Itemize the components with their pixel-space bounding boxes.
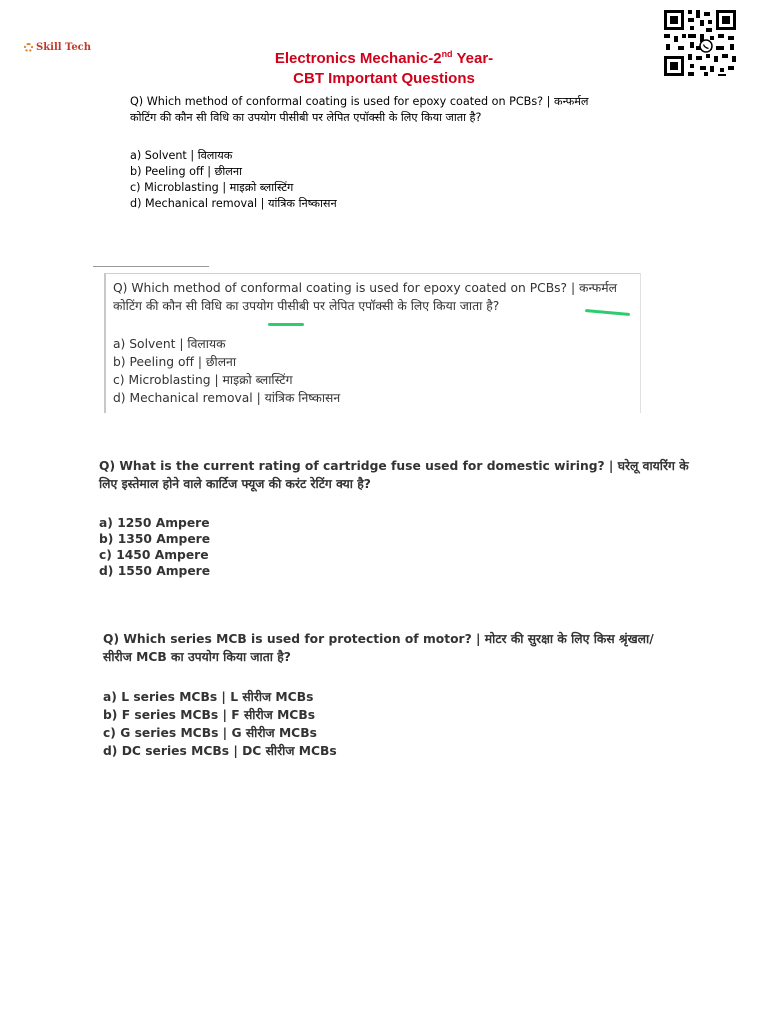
question-4 — [103, 630, 654, 760]
logo-text: Skill Tech — [36, 42, 92, 53]
question-1 — [130, 94, 589, 212]
option-b: b) 1350 Ampere — [99, 532, 211, 546]
option-c: c) Microblasting | माइक्रो ब्लास्टिंग — [130, 181, 294, 194]
option-c: c) Microblasting | माइक्रो ब्लास्टिंग — [113, 373, 293, 387]
options-list — [99, 515, 689, 579]
option-d: d) Mechanical removal | यांत्रिक निष्कासन — [113, 391, 341, 405]
option-d: d) DC series MCBs | DC सीरीज MCBs — [103, 744, 337, 758]
header-title-line2: CBT Important Questions — [293, 70, 475, 87]
highlight-underline-mark — [268, 323, 304, 326]
options-list — [103, 688, 654, 760]
option-c: c) 1450 Ampere — [99, 548, 209, 562]
page-header — [0, 44, 768, 89]
option-a: a) L series MCBs | L सीरीज MCBs — [103, 690, 314, 704]
frame-top-edge — [106, 273, 640, 274]
option-d: d) 1550 Ampere — [99, 564, 211, 578]
question-3 — [99, 457, 689, 579]
option-b: b) Peeling off | छीलना — [130, 165, 242, 178]
option-c: c) G series MCBs | G सीरीज MCBs — [103, 726, 317, 740]
question-stem: Q) Which series MCB is used for protection of motor? | मोटर की सुरक्षा के लिए किस श्रृंखला/ सीरीज MCB का उपयोग किया जाता है? — [103, 632, 654, 664]
option-b: b) F series MCBs | F सीरीज MCBs — [103, 708, 316, 722]
option-b: b) Peeling off | छीलना — [113, 355, 237, 369]
option-d: d) Mechanical removal | यांत्रिक निष्कासन — [130, 197, 337, 210]
question-2 — [113, 279, 617, 407]
header-title-line1: Electronics Mechanic-2nd Year- — [274, 49, 494, 67]
question-stem: Q) Which method of conformal coating is used for epoxy coated on PCBs? | कन्फर्मल कोटिंग की कौन सी विधि का उपयोग पीसीबी पर लेपित एपॉक्सी के लिए किया जाता है? — [130, 95, 589, 124]
option-a: a) 1250 Ampere — [99, 516, 210, 530]
option-a: a) Solvent | विलायक — [130, 149, 233, 162]
question-stem: Q) What is the current rating of cartridge fuse used for domestic wiring? | घरेलू वायरिंग के लिए इस्तेमाल होने वाले कार्टिज फ्यूज की करंट रेटिंग क्या है? — [99, 459, 689, 491]
divider — [93, 266, 209, 267]
options-list — [130, 148, 589, 212]
options-list — [113, 335, 617, 407]
qr-code-icon — [662, 8, 738, 78]
question-stem: Q) Which method of conformal coating is used for epoxy coated on PCBs? | कन्फर्मल कोटिंग की कौन सी विधि का उपयोग पीसीबी पर लेपित एपॉक्सी के लिए किया जाता है? — [113, 281, 617, 313]
option-a: a) Solvent | विलायक — [113, 337, 226, 351]
